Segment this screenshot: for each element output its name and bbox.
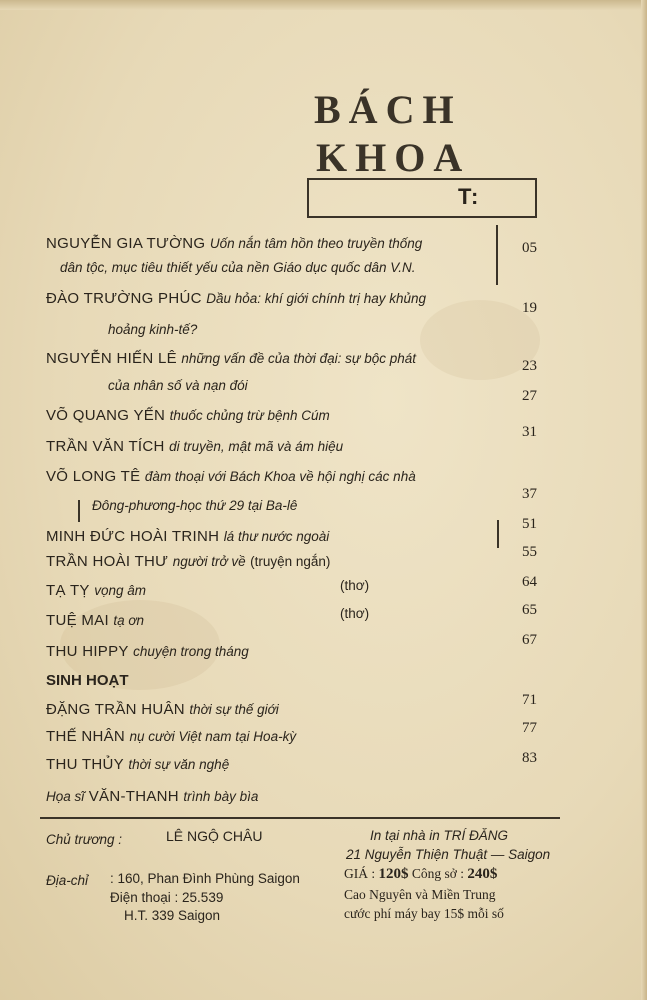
price-line: [344, 866, 497, 883]
airmail-note: cước phí máy bay 15$ mỗi số: [344, 906, 504, 921]
toc-genre: (truyện ngắn): [250, 554, 331, 569]
office-price-label: Công sở :: [411, 866, 465, 881]
toc-page: 71: [522, 692, 537, 708]
divider-line: [78, 500, 80, 522]
toc-page: 64: [522, 574, 537, 590]
toc-desc: vọng âm: [94, 583, 146, 598]
toc-author-prefix: Họa sĩ: [46, 789, 85, 804]
office-price-value: 240$: [467, 866, 498, 882]
toc-author: TRẦN VĂN TÍCH: [46, 438, 165, 455]
masthead-title-line1: BÁCH: [314, 87, 462, 132]
toc-desc: lá thư nước ngoài: [223, 529, 330, 544]
toc-page: 23: [522, 358, 537, 374]
section-heading-box: [307, 178, 537, 218]
masthead-title-line2: KHOA: [316, 135, 471, 180]
toc-desc: trình bày bìa: [183, 789, 259, 804]
price-value: 120$: [378, 866, 409, 882]
toc-desc-cont: hoảng kinh-tế?: [108, 322, 198, 337]
toc-entry: [46, 728, 296, 746]
address-value: : 160, Phan Đình Phùng Saigon: [110, 871, 300, 886]
toc-page: 05: [522, 240, 537, 256]
phone-value: Điện thoại : 25.539: [110, 890, 224, 905]
toc-author: ĐÀO TRƯỜNG PHÚC: [46, 290, 202, 307]
toc-desc: người trở về: [172, 554, 246, 569]
printer-address: 21 Nguyễn Thiện Thuật — Saigon: [346, 847, 551, 862]
toc-entry: [46, 235, 422, 253]
price-label: GIÁ :: [344, 866, 376, 881]
toc-entry: [46, 756, 229, 774]
toc-author: THU HIPPY: [46, 643, 129, 660]
toc-page: 27: [522, 388, 537, 404]
toc-author: MINH ĐỨC HOÀI TRINH: [46, 528, 220, 545]
toc-author: TẠ TỴ: [46, 582, 90, 599]
toc-page: 77: [522, 720, 537, 736]
toc-desc-cont: Đông-phương-học thứ 29 tại Ba-lê: [92, 498, 298, 513]
toc-desc: thời sự thế giới: [189, 702, 279, 717]
toc-desc: di truyền, mật mã và ám hiệu: [169, 439, 344, 454]
divider-line: [497, 520, 499, 548]
toc-author: VÕ LONG TÊ: [46, 468, 141, 485]
toc-entry: [46, 612, 144, 630]
toc-page: 67: [522, 632, 537, 648]
toc-entry: [46, 350, 416, 368]
toc-page: 51: [522, 516, 537, 532]
toc-desc: tạ ơn: [113, 613, 145, 628]
toc-author: NGUYỄN HIẾN LÊ: [46, 350, 177, 367]
toc-desc-cont: dân tộc, mục tiêu thiết yếu của nền Giáo dục quốc dân V.N.: [60, 260, 416, 275]
footer-rule: [40, 817, 560, 819]
toc-desc: chuyện trong tháng: [133, 644, 249, 659]
toc-entry: [46, 468, 416, 486]
toc-entry: [46, 582, 146, 600]
toc-desc-cont: của nhân số và nạn đói: [108, 378, 248, 393]
region-note: Cao Nguyên và Miền Trung: [344, 887, 496, 902]
toc-genre: (thơ): [340, 578, 370, 593]
toc-page: 65: [522, 602, 537, 618]
toc-author: TRẦN HOÀI THƯ: [46, 553, 169, 570]
section-heading-sinh-hoat: SINH HOẠT: [46, 672, 129, 689]
toc-author: VÕ QUANG YẾN: [46, 407, 166, 424]
toc-desc: Uốn nắn tâm hồn theo truyền thống: [209, 236, 423, 251]
toc-entry: [46, 788, 258, 806]
toc-entry: [46, 528, 329, 546]
toc-desc: nụ cười Việt nam tại Hoa-kỳ: [129, 729, 297, 744]
toc-page: 83: [522, 750, 537, 766]
toc-desc: những vấn đề của thời đại: sự bộc phát: [181, 351, 417, 366]
toc-page: 19: [522, 300, 537, 316]
toc-page: 55: [522, 544, 537, 560]
publisher-label: Chủ trương :: [46, 832, 122, 847]
toc-author: THU THỦY: [46, 756, 124, 773]
toc-author: TUỆ MAI: [46, 612, 109, 629]
divider-line: [496, 225, 498, 285]
toc-desc: thời sự văn nghệ: [128, 757, 230, 772]
printer-line: In tại nhà in TRÍ ĐĂNG: [370, 828, 509, 843]
toc-page: 31: [522, 424, 537, 440]
toc-desc: đàm thoại với Bách Khoa về hội nghị các nhà: [144, 469, 416, 484]
toc-entry: [46, 438, 343, 456]
toc-desc: thuốc chủng trừ bệnh Cúm: [169, 408, 330, 423]
toc-entry: [46, 643, 249, 661]
section-heading-label: T:: [458, 184, 481, 209]
toc-author: ĐẶNG TRẦN HUÂN: [46, 701, 185, 718]
po-box-value: H.T. 339 Saigon: [124, 908, 221, 923]
address-label: Địa-chỉ: [46, 873, 89, 888]
toc-desc: Dầu hỏa: khí giới chính trị hay khủng: [206, 291, 426, 306]
page-right-edge: [641, 0, 647, 1000]
toc-entry: [46, 407, 330, 425]
toc-entry: [46, 553, 330, 571]
toc-page: 37: [522, 486, 537, 502]
publisher-name: LÊ NGỘ CHÂU: [166, 828, 263, 844]
toc-genre: (thơ): [340, 606, 370, 621]
toc-author: THẾ NHÂN: [46, 728, 126, 745]
toc-entry: [46, 290, 426, 308]
toc-author: NGUYỄN GIA TƯỜNG: [46, 235, 206, 252]
toc-author: VĂN-THANH: [88, 788, 179, 805]
page-top-edge: [0, 0, 647, 10]
toc-entry: [46, 701, 279, 719]
